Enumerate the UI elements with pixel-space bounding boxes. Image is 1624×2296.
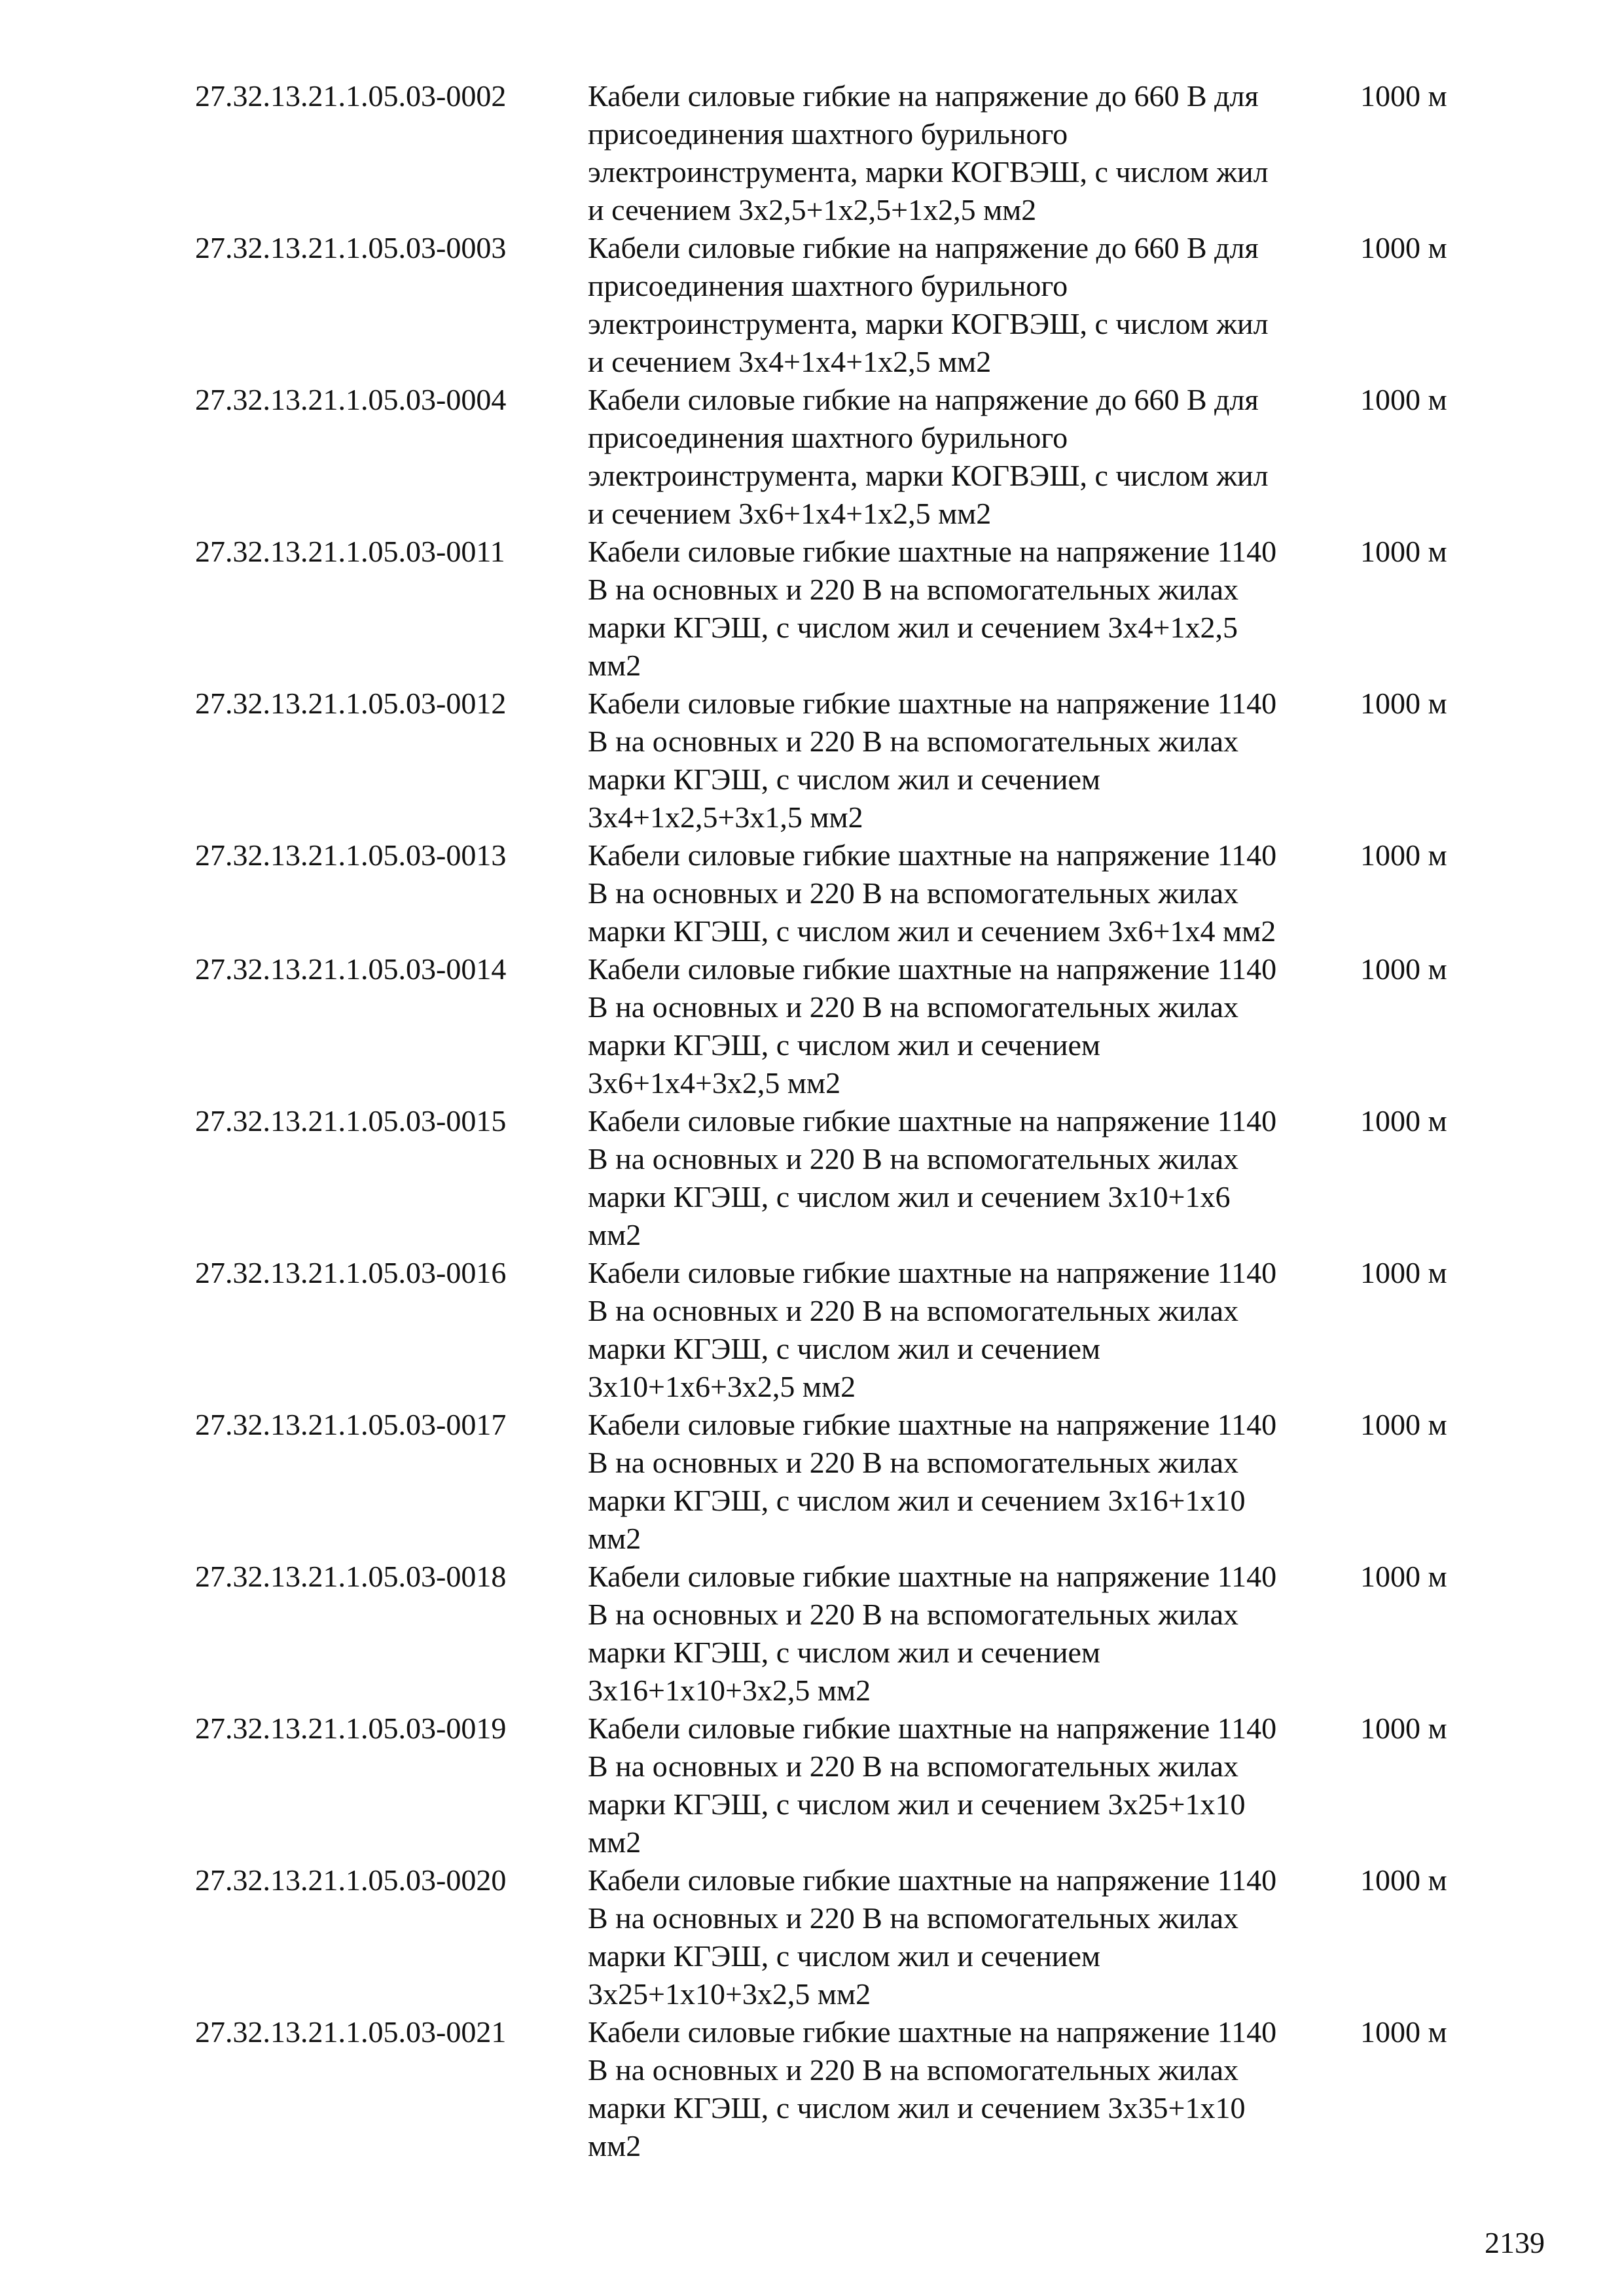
description-line: Кабели силовые гибкие шахтные на напряжение 1140: [588, 1863, 1277, 1897]
description-line: марки КГЭШ, с числом жил и сечением: [588, 1028, 1101, 1062]
entry-description: [588, 229, 1360, 381]
description-line: и сечением 3х6+1х4+1х2,5 мм2: [588, 497, 992, 530]
description-line: марки КГЭШ, с числом жил и сечением 3х25+1х10: [588, 1787, 1246, 1821]
entry-row: [195, 1102, 1478, 1254]
description-line: мм2: [588, 1522, 641, 1555]
description-line: марки КГЭШ, с числом жил и сечением 3х10+1х6: [588, 1180, 1231, 1213]
entry-unit: 1000 м: [1360, 952, 1447, 986]
entries-list: [195, 77, 1478, 2165]
description-line: марки КГЭШ, с числом жил и сечением: [588, 762, 1101, 796]
description-line: Кабели силовые гибкие на напряжение до 660 В для: [588, 79, 1259, 113]
entry-description: [588, 1102, 1360, 1254]
description-line: 3х25+1х10+3х2,5 мм2: [588, 1977, 871, 2011]
entry-row: [195, 1710, 1478, 1861]
description-line: марки КГЭШ, с числом жил и сечением 3х16+1х10: [588, 1484, 1246, 1517]
description-line: В на основных и 220 В на вспомогательных жилах: [588, 1294, 1239, 1327]
entry-code: 27.32.13.21.1.05.03-0021: [195, 2015, 507, 2049]
description-line: В на основных и 220 В на вспомогательных жилах: [588, 1901, 1239, 1935]
description-line: В на основных и 220 В на вспомогательных жилах: [588, 876, 1239, 910]
description-line: В на основных и 220 В на вспомогательных жилах: [588, 990, 1239, 1024]
description-line: и сечением 3х2,5+1х2,5+1х2,5 мм2: [588, 193, 1037, 226]
entry-code: 27.32.13.21.1.05.03-0017: [195, 1408, 507, 1441]
entry-description: [588, 950, 1360, 1102]
entry-row: [195, 836, 1478, 950]
page-number: 2139: [1485, 2226, 1545, 2259]
description-line: Кабели силовые гибкие шахтные на напряжение 1140: [588, 1104, 1277, 1138]
entry-code: 27.32.13.21.1.05.03-0013: [195, 838, 507, 872]
description-line: электроинструмента, марки КОГВЭШ, с числом жил: [588, 459, 1269, 492]
entry-unit: 1000 м: [1360, 1863, 1447, 1897]
entry-code: 27.32.13.21.1.05.03-0020: [195, 1863, 507, 1897]
entry-description: [588, 77, 1360, 229]
description-line: мм2: [588, 2129, 641, 2162]
entry-code: 27.32.13.21.1.05.03-0019: [195, 1712, 507, 1745]
description-line: присоединения шахтного бурильного: [588, 269, 1068, 302]
entry-code: 27.32.13.21.1.05.03-0002: [195, 79, 507, 113]
entry-row: [195, 1254, 1478, 1406]
entry-row: [195, 381, 1478, 533]
entry-unit: 1000 м: [1360, 687, 1447, 720]
entry-code: 27.32.13.21.1.05.03-0011: [195, 535, 505, 568]
entry-unit: 1000 м: [1360, 1560, 1447, 1593]
description-line: Кабели силовые гибкие на напряжение до 660 В для: [588, 231, 1259, 264]
entry-code: 27.32.13.21.1.05.03-0003: [195, 231, 507, 264]
description-line: Кабели силовые гибкие шахтные на напряжение 1140: [588, 952, 1277, 986]
description-line: В на основных и 220 В на вспомогательных жилах: [588, 1749, 1239, 1783]
entry-description: [588, 381, 1360, 533]
entry-unit: 1000 м: [1360, 838, 1447, 872]
entry-unit: 1000 м: [1360, 2015, 1447, 2049]
description-line: Кабели силовые гибкие шахтные на напряжение 1140: [588, 687, 1277, 720]
entry-unit: 1000 м: [1360, 231, 1447, 264]
description-line: В на основных и 220 В на вспомогательных жилах: [588, 2053, 1239, 2087]
entry-code: 27.32.13.21.1.05.03-0016: [195, 1256, 507, 1289]
description-line: мм2: [588, 1825, 641, 1859]
entry-row: [195, 1558, 1478, 1710]
entry-unit: 1000 м: [1360, 1256, 1447, 1289]
description-line: В на основных и 220 В на вспомогательных жилах: [588, 1446, 1239, 1479]
description-line: электроинструмента, марки КОГВЭШ, с числом жил: [588, 307, 1269, 340]
entry-description: [588, 2013, 1360, 2165]
description-line: 3х16+1х10+3х2,5 мм2: [588, 1674, 871, 1707]
description-line: В на основных и 220 В на вспомогательных жилах: [588, 725, 1239, 758]
description-line: марки КГЭШ, с числом жил и сечением: [588, 1939, 1101, 1973]
description-line: Кабели силовые гибкие шахтные на напряжение 1140: [588, 1408, 1277, 1441]
entry-row: [195, 229, 1478, 381]
description-line: 3х4+1х2,5+3х1,5 мм2: [588, 800, 863, 834]
entry-row: [195, 685, 1478, 836]
entry-row: [195, 2013, 1478, 2165]
entry-code: 27.32.13.21.1.05.03-0018: [195, 1560, 507, 1593]
description-line: Кабели силовые гибкие шахтные на напряжение 1140: [588, 1256, 1277, 1289]
description-line: марки КГЭШ, с числом жил и сечением: [588, 1332, 1101, 1365]
entry-description: [588, 1558, 1360, 1710]
entry-code: 27.32.13.21.1.05.03-0014: [195, 952, 507, 986]
entry-unit: 1000 м: [1360, 383, 1447, 416]
description-line: В на основных и 220 В на вспомогательных жилах: [588, 1598, 1239, 1631]
description-line: электроинструмента, марки КОГВЭШ, с числом жил: [588, 155, 1269, 188]
description-line: марки КГЭШ, с числом жил и сечением 3х4+1х2,5: [588, 611, 1238, 644]
entry-unit: 1000 м: [1360, 535, 1447, 568]
entry-code: 27.32.13.21.1.05.03-0004: [195, 383, 507, 416]
entry-description: [588, 1710, 1360, 1861]
description-line: мм2: [588, 649, 641, 682]
description-line: марки КГЭШ, с числом жил и сечением 3х35+1х10: [588, 2091, 1246, 2125]
description-line: и сечением 3х4+1х4+1х2,5 мм2: [588, 345, 992, 378]
description-line: марки КГЭШ, с числом жил и сечением: [588, 1636, 1101, 1669]
entry-description: [588, 1254, 1360, 1406]
entry-unit: 1000 м: [1360, 79, 1447, 113]
description-line: В на основных и 220 В на вспомогательных жилах: [588, 1142, 1239, 1175]
entry-description: [588, 685, 1360, 836]
entry-row: [195, 950, 1478, 1102]
description-line: Кабели силовые гибкие шахтные на напряжение 1140: [588, 838, 1277, 872]
description-line: мм2: [588, 1218, 641, 1251]
entry-description: [588, 533, 1360, 685]
description-line: 3х10+1х6+3х2,5 мм2: [588, 1370, 856, 1403]
description-line: В на основных и 220 В на вспомогательных жилах: [588, 573, 1239, 606]
entry-row: [195, 1861, 1478, 2013]
description-line: Кабели силовые гибкие шахтные на напряжение 1140: [588, 1560, 1277, 1593]
description-line: Кабели силовые гибкие на напряжение до 660 В для: [588, 383, 1259, 416]
description-line: присоединения шахтного бурильного: [588, 117, 1068, 151]
entry-unit: 1000 м: [1360, 1104, 1447, 1138]
entry-unit: 1000 м: [1360, 1408, 1447, 1441]
entry-row: [195, 533, 1478, 685]
description-line: 3х6+1х4+3х2,5 мм2: [588, 1066, 841, 1100]
entry-description: [588, 1406, 1360, 1558]
entry-row: [195, 1406, 1478, 1558]
entry-code: 27.32.13.21.1.05.03-0012: [195, 687, 507, 720]
entry-code: 27.32.13.21.1.05.03-0015: [195, 1104, 507, 1138]
entry-row: [195, 77, 1478, 229]
description-line: Кабели силовые гибкие шахтные на напряжение 1140: [588, 1712, 1277, 1745]
description-line: Кабели силовые гибкие шахтные на напряжение 1140: [588, 535, 1277, 568]
entry-description: [588, 836, 1360, 950]
description-line: марки КГЭШ, с числом жил и сечением 3х6+1х4 мм2: [588, 914, 1276, 948]
entry-unit: 1000 м: [1360, 1712, 1447, 1745]
entry-description: [588, 1861, 1360, 2013]
description-line: присоединения шахтного бурильного: [588, 421, 1068, 454]
description-line: Кабели силовые гибкие шахтные на напряжение 1140: [588, 2015, 1277, 2049]
